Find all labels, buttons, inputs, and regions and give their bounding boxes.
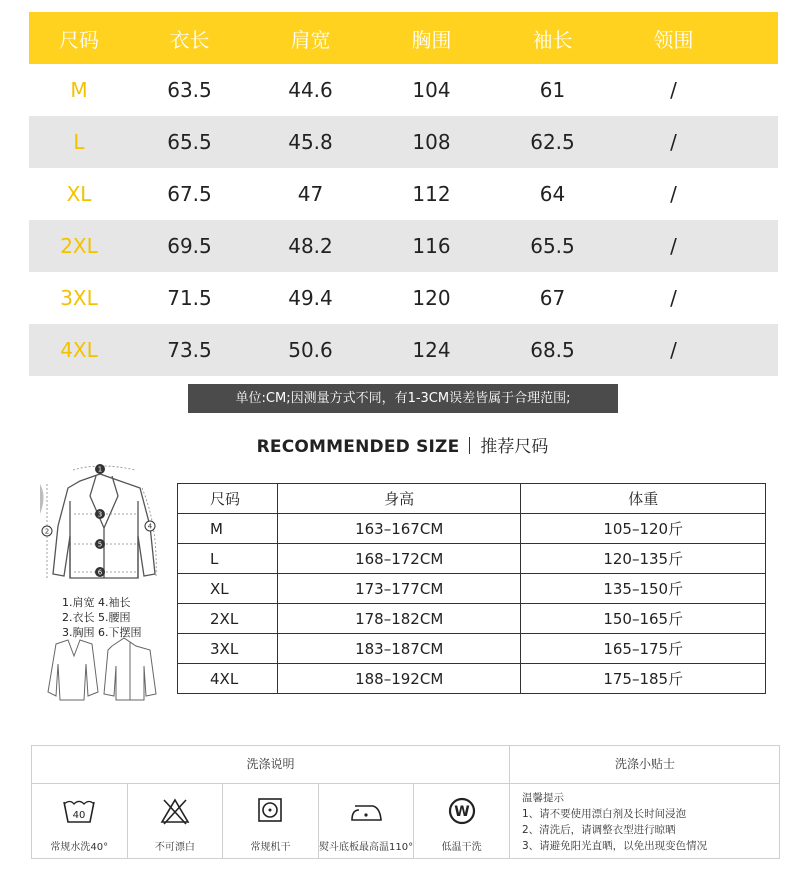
tip-line: 温馨提示 xyxy=(522,792,564,804)
tip-line: 1、请不要使用漂白剂及长时间浸泡 xyxy=(522,808,687,820)
table-cell: 175–185斤 xyxy=(521,664,766,694)
table-row xyxy=(178,574,766,604)
care-item xyxy=(32,784,128,859)
table-cell: 163–167CM xyxy=(277,514,521,544)
legend-line: 3.胸围 6.下摆围 xyxy=(62,626,142,639)
care-label: 不可漂白 xyxy=(154,842,195,853)
title-en: RECOMMENDED SIZE xyxy=(256,437,460,457)
table-cell: 173–177CM xyxy=(277,574,521,604)
table-row xyxy=(178,604,766,634)
table-cell: 45.8 xyxy=(288,130,333,154)
size-label: L xyxy=(73,130,85,154)
marker-5: 5 xyxy=(97,540,103,549)
recommended-size-title xyxy=(0,432,805,457)
table-row xyxy=(29,272,778,324)
table-cell: 68.5 xyxy=(530,338,575,362)
table-cell: 47 xyxy=(297,182,324,206)
no-bleach-icon xyxy=(160,796,190,826)
iron-icon xyxy=(349,796,383,826)
table-cell: / xyxy=(670,182,677,206)
table-cell: 112 xyxy=(412,182,451,206)
table-header-row xyxy=(178,484,766,514)
table-cell: 64 xyxy=(539,182,566,206)
table-cell: 44.6 xyxy=(288,78,333,102)
table-cell: 188–192CM xyxy=(277,664,521,694)
table-row xyxy=(178,634,766,664)
marker-6: 6 xyxy=(97,568,103,577)
table-cell: 168–172CM xyxy=(277,544,521,574)
table-cell: 124 xyxy=(412,338,451,362)
table-cell: 50.6 xyxy=(288,338,333,362)
marker-2: 2 xyxy=(44,527,50,536)
low-temp-dry-clean-icon xyxy=(447,796,477,826)
table-row xyxy=(29,116,778,168)
table-row xyxy=(178,664,766,694)
wash-temp-text: 40 xyxy=(72,810,86,821)
size-label: XL xyxy=(66,182,92,206)
size-chart-table xyxy=(29,12,778,376)
table-cell: / xyxy=(670,130,677,154)
table-cell: 73.5 xyxy=(167,338,212,362)
table-cell: 120 xyxy=(412,286,451,310)
table-cell: 48.2 xyxy=(288,234,333,258)
dry-clean-letter: W xyxy=(453,804,470,820)
care-icons-row xyxy=(32,784,510,859)
recommended-size-table xyxy=(177,483,766,694)
care-label: 低温干洗 xyxy=(441,842,482,853)
tip-line: 2、清洗后，请调整衣型进行晾晒 xyxy=(522,824,676,836)
size-label: 3XL xyxy=(60,286,98,310)
care-label: 常规机干 xyxy=(250,842,291,853)
table-row xyxy=(178,514,766,544)
table-cell: 49.4 xyxy=(288,286,333,310)
care-label: 常规水洗40° xyxy=(50,842,109,853)
table-cell: 67.5 xyxy=(167,182,212,206)
header-cell: 尺码 xyxy=(59,27,99,52)
table-cell: 165–175斤 xyxy=(521,634,766,664)
table-cell: M xyxy=(178,514,278,544)
table-cell: 2XL xyxy=(178,604,278,634)
table-cell: 65.5 xyxy=(167,130,212,154)
care-item xyxy=(128,784,224,859)
title-divider xyxy=(469,437,470,454)
table-cell: / xyxy=(670,338,677,362)
table-cell: 178–182CM xyxy=(277,604,521,634)
table-cell: / xyxy=(670,234,677,258)
care-item xyxy=(319,784,415,859)
table-cell: 63.5 xyxy=(167,78,212,102)
table-cell: 105–120斤 xyxy=(521,514,766,544)
header-cell: 袖长 xyxy=(532,27,573,52)
header-cell: 体重 xyxy=(521,484,766,514)
size-chart-header xyxy=(29,12,778,64)
table-cell: XL xyxy=(178,574,278,604)
table-cell: 69.5 xyxy=(167,234,212,258)
table-row xyxy=(29,64,778,116)
table-cell: 62.5 xyxy=(530,130,575,154)
jacket-front-sketch xyxy=(48,640,98,700)
measurement-legend xyxy=(62,595,142,640)
wash-tips-list xyxy=(522,790,707,854)
table-row xyxy=(29,324,778,376)
size-label: M xyxy=(70,78,88,102)
table-cell: / xyxy=(670,286,677,310)
table-row xyxy=(29,168,778,220)
header-cell: 身高 xyxy=(277,484,521,514)
table-cell: 71.5 xyxy=(167,286,212,310)
table-cell: 104 xyxy=(412,78,451,102)
marker-1: 1 xyxy=(97,465,103,474)
table-cell: 4XL xyxy=(178,664,278,694)
legend-line: 2.衣长 5.腰围 xyxy=(62,611,131,624)
tumble-dry-icon xyxy=(255,796,285,826)
size-label: 2XL xyxy=(60,234,98,258)
decorative-shape xyxy=(40,484,44,514)
table-cell: 61 xyxy=(539,78,566,102)
header-cell: 衣长 xyxy=(169,27,210,52)
header-cell: 尺码 xyxy=(178,484,278,514)
care-item xyxy=(223,784,319,859)
table-cell: 108 xyxy=(412,130,451,154)
table-cell: 67 xyxy=(539,286,566,310)
size-label: 4XL xyxy=(60,338,98,362)
header-cell: 领围 xyxy=(653,27,694,52)
wash-tips-title: 洗涤小贴士 xyxy=(614,757,675,771)
legend-line: 1.肩宽 4.袖长 xyxy=(62,596,131,609)
header-cell: 胸围 xyxy=(411,27,452,52)
tip-line: 3、请避免阳光直晒，以免出现变色情况 xyxy=(522,840,708,852)
table-cell: 116 xyxy=(412,234,451,258)
care-item xyxy=(414,784,510,859)
wash-instructions-title: 洗涤说明 xyxy=(32,746,510,783)
care-label: 熨斗底板最高温110° xyxy=(319,842,414,853)
table-cell: L xyxy=(178,544,278,574)
table-cell: 120–135斤 xyxy=(521,544,766,574)
header-cell: 肩宽 xyxy=(290,27,331,52)
table-cell: 3XL xyxy=(178,634,278,664)
wash-40-icon xyxy=(62,796,96,826)
marker-3: 3 xyxy=(97,510,103,519)
measurement-note: 单位:CM;因测量方式不同，有1-3CM误差皆属于合理范围; xyxy=(188,384,618,413)
marker-4: 4 xyxy=(147,522,153,531)
table-cell: 183–187CM xyxy=(277,634,521,664)
table-row xyxy=(178,544,766,574)
table-cell: 150–165斤 xyxy=(521,604,766,634)
jacket-measurement-diagram xyxy=(40,456,170,706)
table-row xyxy=(29,220,778,272)
table-cell: / xyxy=(670,78,677,102)
title-cn: 推荐尺码 xyxy=(480,437,549,457)
table-cell: 65.5 xyxy=(530,234,575,258)
table-cell: 135–150斤 xyxy=(521,574,766,604)
care-instructions-panel xyxy=(31,745,780,859)
